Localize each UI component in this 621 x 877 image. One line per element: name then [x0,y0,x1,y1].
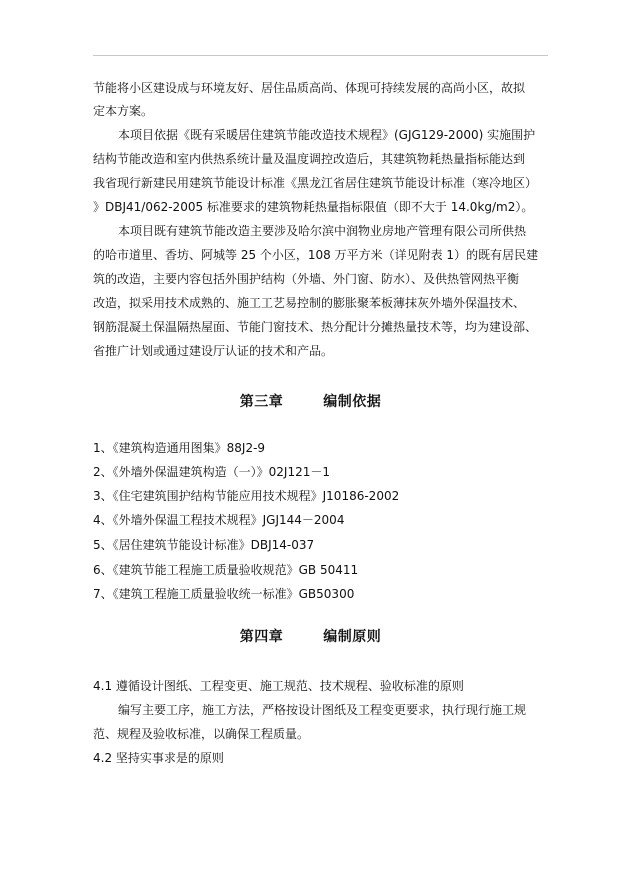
para2-line-3: 筑的改造，主要内容包括外围护结构（外墙、外门窗、防水）、及供热管网热平衡 [93,272,520,286]
para1-line-1: 本项目依据《既有采暖居住建筑节能改造技术规程》(GJG129-2000) 实施围护 [118,128,536,142]
section-4-2-heading: 4.2 坚持实事求是的原则 [93,751,224,765]
section-4-1-body-line-2: 范、规程及验收标准，以确保工程质量。 [93,727,310,741]
reference-item-5: 5、《居住建筑节能设计标准》DBJ14-037 [93,538,315,552]
para2-line-2: 的哈市道里、香坊、阿城等 25 个小区，108 万平方米（详见附表 1）的既有居民建 [93,248,539,262]
intro-line-1: 节能将小区建设成与环境友好、居住品质高尚、体现可持续发展的高尚小区，故拟 [93,81,526,95]
chapter3-heading [0,392,621,412]
reference-item-3: 3、《住宅建筑围护结构节能应用技术规程》J10186-2002 [93,489,400,503]
chapter4-heading [0,627,621,647]
reference-item-2: 2、《外墙外保温建筑构造（一）》02J121－1 [93,465,330,479]
para2-line-1: 本项目既有建筑节能改造主要涉及哈尔滨中润物业房地产管理有限公司所供热 [118,224,527,238]
reference-item-7: 7、《建筑工程施工质量验收统一标准》GB50300 [93,587,355,601]
chapter3-number: 第三章 [239,394,284,410]
intro-line-2: 定本方案。 [93,104,154,118]
section-4-1-body-line-1: 编写主要工序，施工方法，严格按设计图纸及工程变更要求，执行现行施工规 [118,703,527,717]
para2-line-5: 钢筋混凝土保温隔热屋面、节能门窗技术、热分配计分摊热量技术等，均为建设部、 [93,320,538,334]
chapter4-number: 第四章 [239,629,284,645]
section-4-1-heading: 4.1 遵循设计图纸、工程变更、施工规范、技术规程、验收标准的原则 [93,679,464,693]
chapter4-title: 编制原则 [323,629,382,645]
para1-line-3: 我省现行新建民用建筑节能设计标准《黑龙江省居住建筑节能设计标准（寒冷地区） [93,176,538,190]
para2-line-4: 改造，拟采用技术成熟的、施工工艺易控制的膨胀聚苯板薄抹灰外墙外保温技术、 [93,296,526,310]
para1-line-4: 》DBJ41/062-2005 标准要求的建筑物耗热量指标限值（即不大于 14.0kg/m2）。 [93,200,534,214]
chapter3-title: 编制依据 [323,394,382,410]
reference-item-1: 1、《建筑构造通用图集》88J2-9 [93,441,266,455]
para1-line-2: 结构节能改造和室内供热系统计量及温度调控改造后，其建筑物耗热量指标能达到 [93,152,526,166]
reference-item-6: 6、《建筑节能工程施工质量验收规范》GB 50411 [93,563,359,577]
header-rule [93,55,548,56]
reference-item-4: 4、《外墙外保温工程技术规程》JGJ144－2004 [93,513,345,527]
para2-line-6: 省推广计划或通过建设厅认证的技术和产品。 [93,344,334,358]
